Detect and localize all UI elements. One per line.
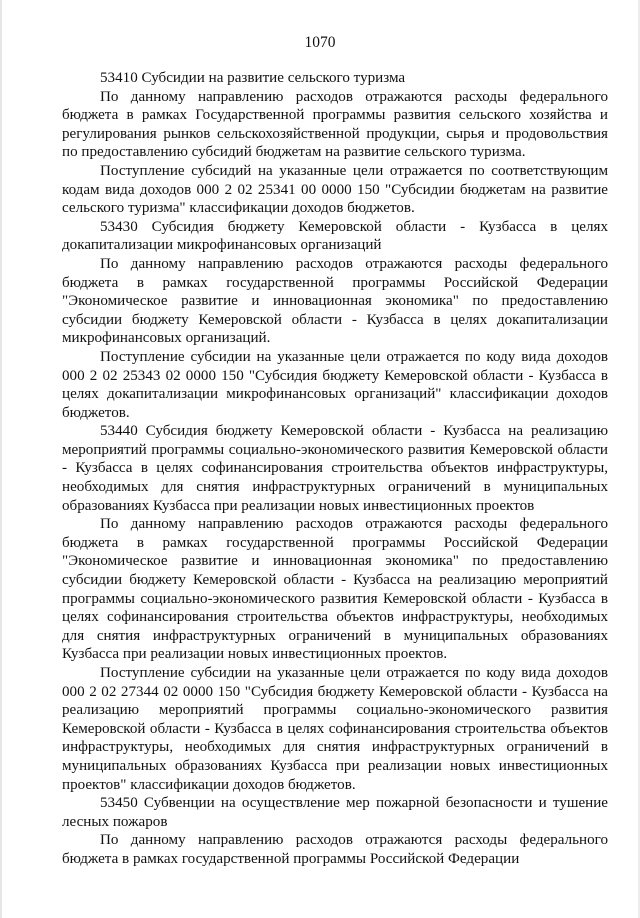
document-body <box>62 69 608 869</box>
scan-edge-left <box>0 0 2 918</box>
section-heading-53440: 53440 Субсидия бюджету Кемеровской области - Кузбасса на реализацию мероприятий программы социально-экономического развития Кемеровской области - Кузбасса в целях софинансирования строительства объектов инфраструктуры, необходимых для снятия инфраструктурных ограничений в муниципальных образованиях Кузбасса при реализации новых инвестиционных проектов <box>62 423 608 514</box>
paragraph-53410-revenue-code: Поступление субсидий на указанные цели отражается по соответствующим кодам вида доходов 000 2 02 25341 00 0000 150 "Субсидии бюджетам на развитие сельского туризма" классификации доходов бюджетов. <box>62 162 608 217</box>
page-number: 1070 <box>304 34 336 51</box>
paragraph-53450-description: По данному направлению расходов отражаются расходы федерального бюджета в рамках государственной программы Российской Федерации <box>62 832 608 867</box>
paragraph-53430-revenue-code: Поступление субсидии на указанные цели отражается по коду вида доходов 000 2 02 25343 02 0000 150 "Субсидия бюджету Кемеровской области - Кузбасса в целях докапитализации микрофинансовых организаций" классификации доходов бюджетов. <box>62 348 608 421</box>
paragraph-53440-description: По данному направлению расходов отражаются расходы федерального бюджета в рамках государственной программы Российской Федерации "Экономическое развитие и инновационная экономика" по предоставлению субсидии бюджету Кемеровской области - Кузбасса на реализацию мероприятий программы социально-экономического развития Кемеровской области - Кузбасса в целях софинансирования строительства объектов инфраструктуры, необходимых для снятия инфраструктурных ограничений в муниципальных образованиях Кузбасса при реализации новых инвестиционных проектов. <box>62 516 608 663</box>
paragraph-53440-revenue-code: Поступление субсидии на указанные цели отражается по коду вида доходов 000 2 02 27344 02 0000 150 "Субсидия бюджету Кемеровской области - Кузбасса на реализацию мероприятий программы социально-экономического развития Кемеровской области - Кузбасса в целях софинансирования строительства объектов инфраструктуры, необходимых для снятия инфраструктурных ограничений в муниципальных образованиях Кузбасса при реализации новых инвестиционных проектов" классификации доходов бюджетов. <box>62 665 608 793</box>
section-heading-53450: 53450 Субвенции на осуществление мер пожарной безопасности и тушение лесных пожаров <box>62 795 608 830</box>
paragraph-53430-description: По данному направлению расходов отражаются расходы федерального бюджета в рамках государственной программы Российской Федерации "Экономическое развитие и инновационная экономика" по предоставлению субсидии бюджету Кемеровской области - Кузбасса в целях докапитализации микрофинансовых организаций. <box>62 255 608 347</box>
section-heading-53430: 53430 Субсидия бюджету Кемеровской области - Кузбасса в целях докапитализации микрофинансовых организаций <box>62 218 608 254</box>
section-heading-53410: 53410 Субсидии на развитие сельского туризма <box>100 70 406 86</box>
paragraph-53410-description: По данному направлению расходов отражаются расходы федерального бюджета в рамках Государственной программы развития сельского хозяйства и регулирования рынков сельскохозяйственной продукции, сырья и продовольствия по предоставлению субсидий бюджетам на развитие сельского туризма. <box>62 88 608 161</box>
